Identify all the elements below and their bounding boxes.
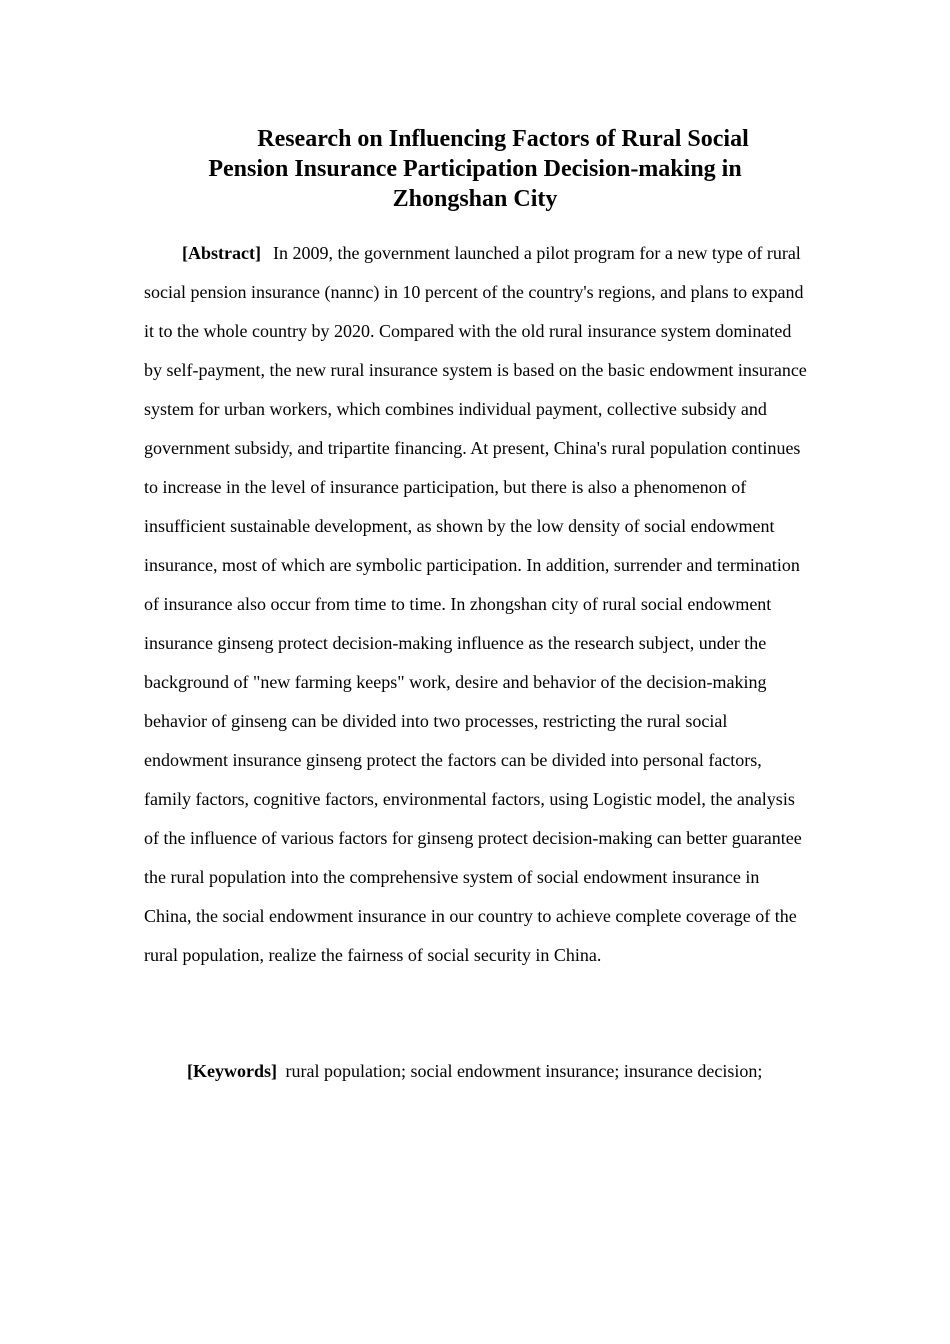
title-line-3: Zhongshan City [392, 186, 558, 212]
title-line-1: Research on Influencing Factors of Rural Social [257, 126, 749, 152]
paper-title [140, 124, 810, 214]
keywords-paragraph [144, 1053, 824, 1089]
abstract-label: [Abstract] [182, 243, 261, 263]
abstract-text: In 2009, the government launched a pilot program for a new type of rural social pension insurance (nannc) in 10 percent of the country's regions, and plans to expand it to the whole country by 2020. Compared with the old rural insurance system dominated by self-payment, the new rural insurance system is based on the basic endowment insurance system for urban workers, which combines individual payment, collective subsidy and government subsidy, and tripartite financing. At present, China's rural population continues to increase in the level of insurance participation, but there is also a phenomenon of insufficient sustainable development, as shown by the low density of social endowment insurance, most of which are symbolic participation. In addition, surrender and termination of insurance also occur from time to time. In zhongshan city of rural social endowment insurance ginseng protect decision-making influence as the research subject, under the background of "new farming keeps" work, desire and behavior of the decision-making behavior of ginseng can be divided into two processes, restricting the rural social endowment insurance ginseng protect the factors can be divided into personal factors, family factors, cognitive factors, environmental factors, using Logistic model, the analysis of the influence of various factors for ginseng protect decision-making can better guarantee the rural population into the comprehensive system of social endowment insurance in China, the social endowment insurance in our country to achieve complete coverage of the rural population, realize the fairness of social security in China. [144, 243, 807, 965]
keywords-text: rural population; social endowment insurance; insurance decision; [285, 1061, 763, 1081]
keywords-label: [Keywords] [187, 1061, 277, 1081]
abstract-paragraph [144, 234, 810, 975]
title-line-2: Pension Insurance Participation Decision-making in [208, 156, 742, 182]
